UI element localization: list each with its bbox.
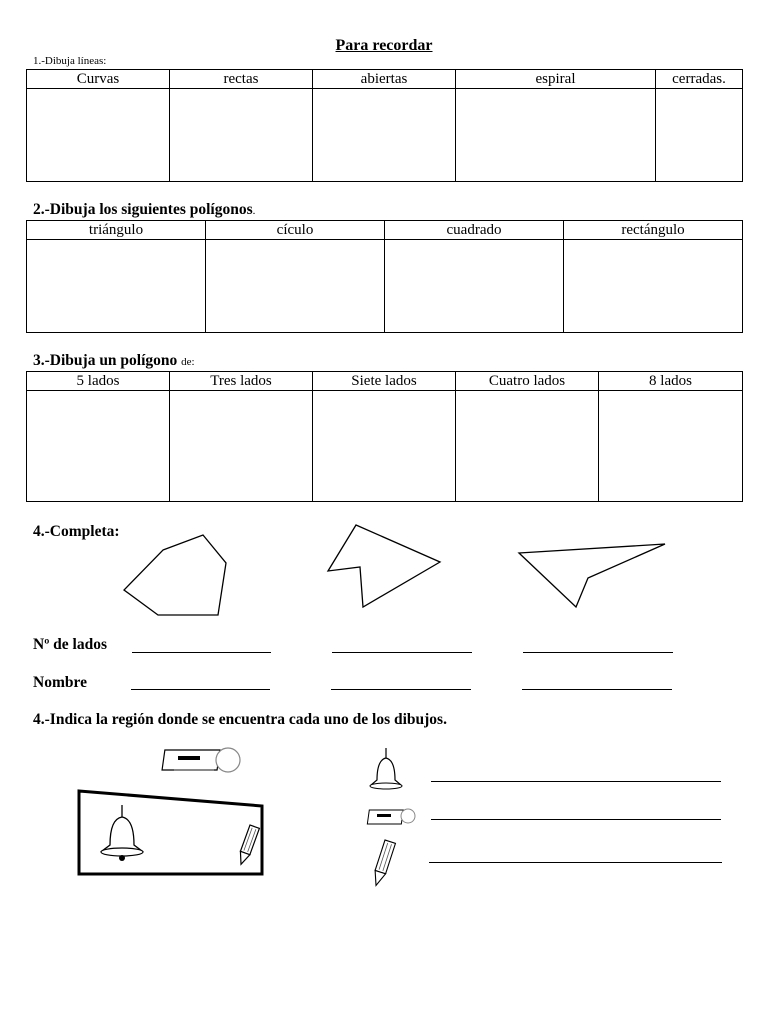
name-label: Nombre bbox=[33, 674, 87, 691]
header-cuadrado: cuadrado bbox=[385, 221, 564, 240]
page-title: Para recordar bbox=[335, 37, 433, 54]
header-abiertas: abiertas bbox=[313, 70, 456, 89]
section3-suffix: de: bbox=[181, 356, 195, 368]
whistle-icon bbox=[162, 748, 240, 772]
header-rectas: rectas bbox=[170, 70, 313, 89]
header-cerradas: cerradas. bbox=[656, 70, 743, 89]
section1-label: 1.-Dibuja líneas: bbox=[33, 55, 107, 67]
header-rectangulo: rectángulo bbox=[564, 221, 743, 240]
header-tres-lados: Tres lados bbox=[170, 372, 313, 391]
section2-suffix: . bbox=[252, 205, 256, 217]
section4-label: 4.-Completa: bbox=[33, 523, 120, 540]
header-espiral: espiral bbox=[456, 70, 656, 89]
answer-blank-bell[interactable] bbox=[431, 781, 721, 782]
section3-label: 3.-Dibuja un polígono bbox=[33, 352, 178, 369]
region-boundary bbox=[79, 791, 262, 874]
header-cuatro-lados: Cuatro lados bbox=[456, 372, 599, 391]
pencil-icon bbox=[371, 840, 396, 887]
answer-blank-whistle[interactable] bbox=[431, 819, 721, 820]
whistle-icon bbox=[367, 809, 415, 824]
header-8-lados: 8 lados bbox=[599, 372, 743, 391]
sides-count-label: Nº de lados bbox=[33, 636, 108, 653]
bell-icon bbox=[101, 805, 143, 861]
answer-blank-pencil[interactable] bbox=[429, 862, 722, 863]
pencil-icon bbox=[236, 825, 259, 866]
header-curvas: Curvas bbox=[27, 70, 170, 89]
header-circulo: cículo bbox=[206, 221, 385, 240]
bell-icon bbox=[370, 748, 402, 789]
header-triangulo: triángulo bbox=[27, 221, 206, 240]
header-5-lados: 5 lados bbox=[27, 372, 170, 391]
section2-label: 2.-Dibuja los siguientes polígonos bbox=[33, 201, 253, 218]
header-siete-lados: Siete lados bbox=[313, 372, 456, 391]
section5-label: 4.-Indica la región donde se encuentra cada uno de los dibujos. bbox=[33, 711, 447, 728]
